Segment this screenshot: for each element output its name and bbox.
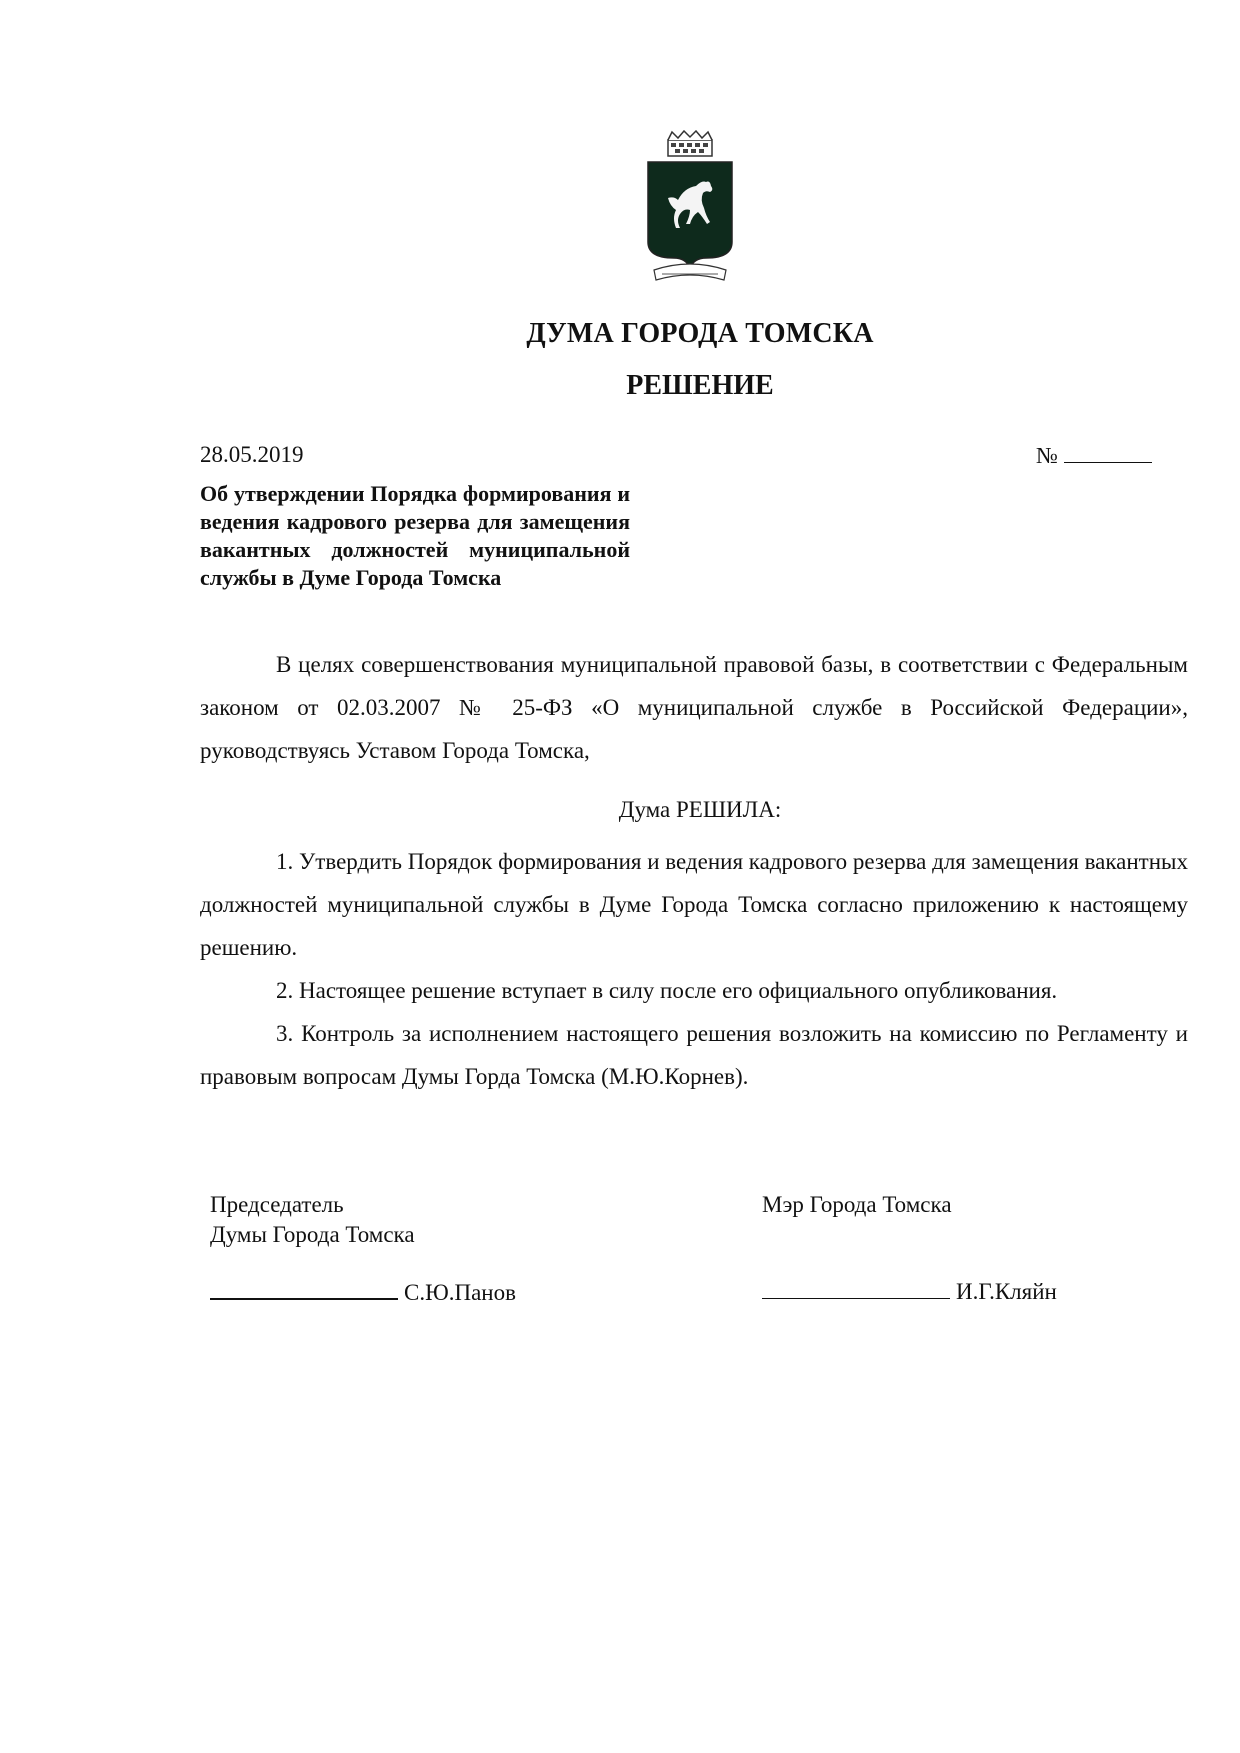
chairman-signature-line [210,1278,398,1300]
document-date: 28.05.2019 [200,442,304,467]
document-subject: Об утверждении Порядка формирования и ведения кадрового резерва для замещения вакантных должностей муниципальной службы в Думе Города Томска [200,481,630,590]
organization-title: ДУМА ГОРОДА ТОМСКА [526,318,874,349]
mayor-signature [762,1278,1057,1305]
mayor-name: И.Г.Кляйн [956,1279,1057,1304]
chairman-name: С.Ю.Панов [404,1280,516,1305]
decision-item-3: 3. Контроль за исполнением настоящего решения возложить на комиссию по Регламенту и правовым вопросам Думы Горда Томска (М.Ю.Корнев). [200,1021,1188,1089]
decision-item-1: 1. Утвердить Порядок формирования и ведения кадрового резерва для замещения вакантных должностей муниципальной службы в Думе Города Томска согласно приложению к настоящему решению. [200,849,1188,960]
decision-items [200,840,1188,1098]
tomsk-coat-of-arms-icon [640,130,740,290]
chairman-signature [210,1278,516,1306]
chairman-title-line1: Председатель [210,1192,344,1217]
preamble-paragraph: В целях совершенствования муниципальной правовой базы, в соответствии с Федеральным законом от 02.03.2007 № 25-ФЗ «О муниципальной службе в Российской Федерации», руководствуясь Уставом Города Томска, [200,652,1188,763]
document-type-title: РЕШЕНИЕ [626,370,774,401]
mayor-title-line1: Мэр Города Томска [762,1192,952,1217]
mayor-title [762,1190,952,1220]
number-label: № [1036,443,1058,468]
chairman-title-line2: Думы Города Томска [210,1222,415,1247]
chairman-title [210,1190,415,1250]
mayor-signature-line [762,1278,950,1299]
decision-item-2: 2. Настоящее решение вступает в силу после его официального опубликования. [276,978,1058,1003]
document-number [1036,442,1152,469]
decided-label: Дума РЕШИЛА: [618,797,782,822]
number-blank-line [1064,442,1152,463]
